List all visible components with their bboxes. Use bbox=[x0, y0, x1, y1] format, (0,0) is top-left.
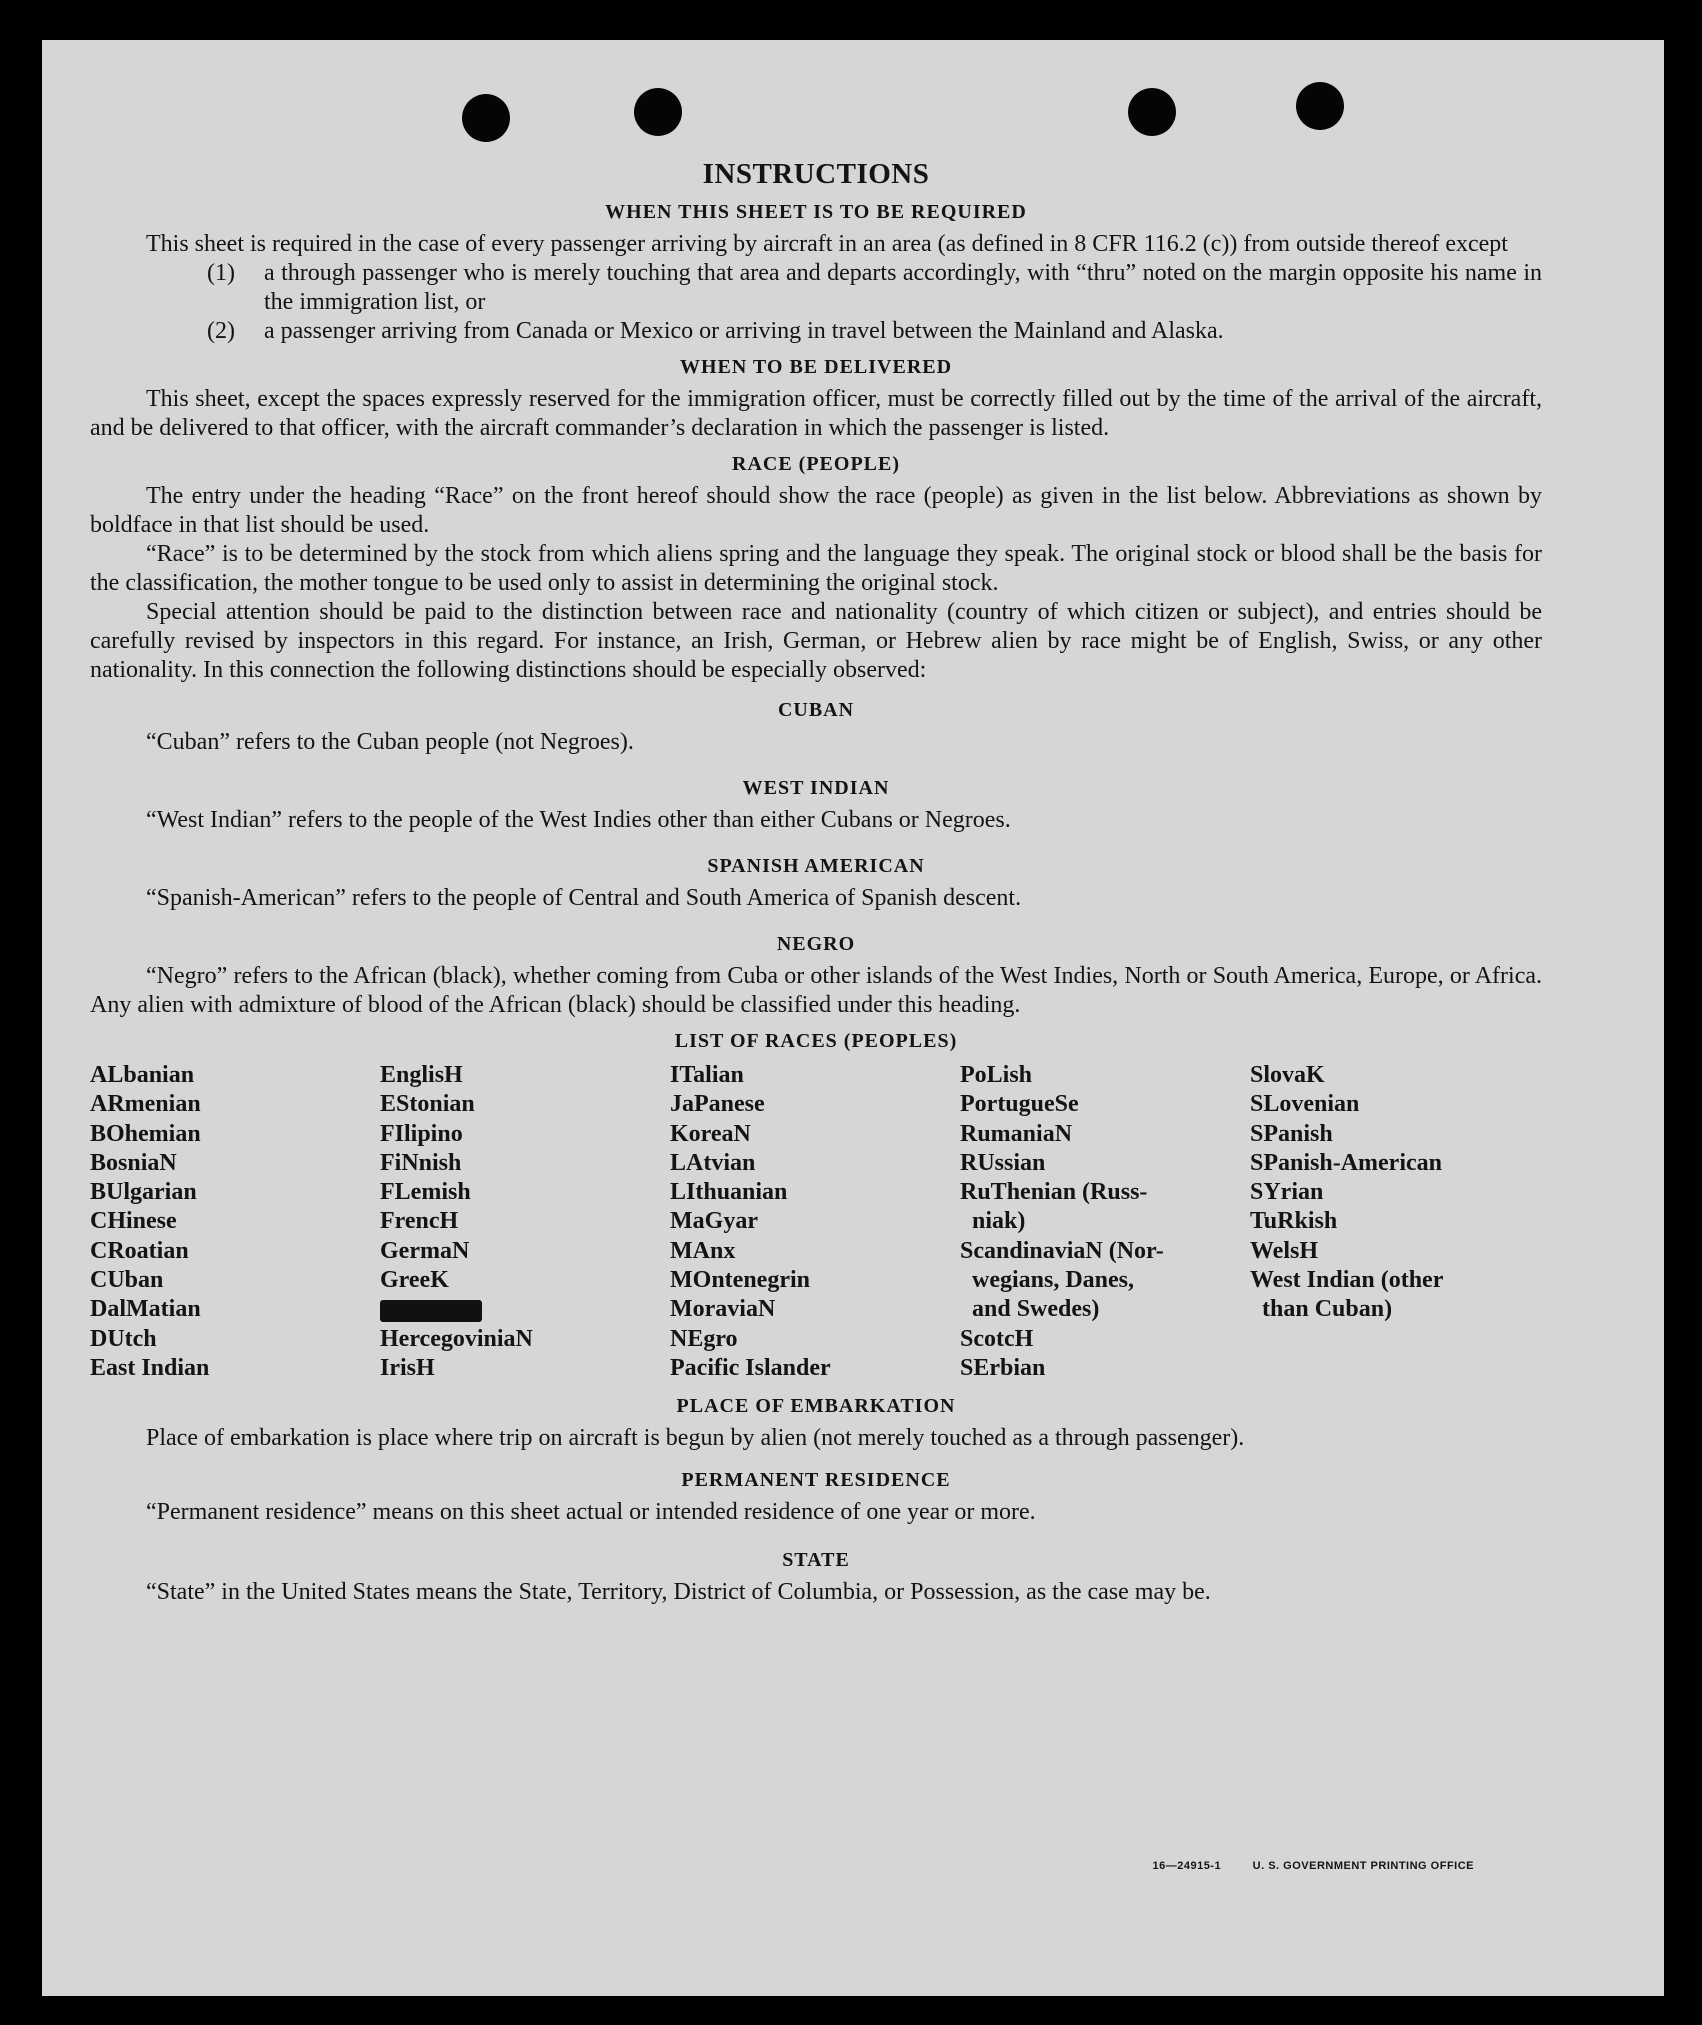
race-entry: SPanish bbox=[1250, 1120, 1333, 1147]
race-entry: ScotcH bbox=[960, 1325, 1034, 1352]
race-entry: DalMatian bbox=[90, 1296, 201, 1323]
paragraph: “Race” is to be determined by the stock from which aliens spring and the language they speak. The original stock or blood shall be the basis for the classification, the mother tongue to be used only to assist in determining the original stock. bbox=[90, 541, 1542, 596]
list-item bbox=[90, 259, 1542, 317]
race-column bbox=[960, 1061, 1250, 1383]
race-entry: HercegoviniaN bbox=[380, 1325, 533, 1352]
race-column bbox=[670, 1061, 960, 1383]
race-column bbox=[380, 1061, 670, 1383]
paragraph: “West Indian” refers to the people of the West Indies other than either Cubans or Negroes. bbox=[146, 807, 1011, 833]
race-entry: DUtch bbox=[90, 1325, 157, 1352]
section-heading: SPANISH AMERICAN bbox=[707, 855, 925, 877]
section-heading: NEGRO bbox=[776, 933, 856, 955]
redaction-mark bbox=[380, 1300, 482, 1322]
race-entry: IrisH bbox=[380, 1354, 435, 1381]
race-entry: than Cuban) bbox=[1250, 1296, 1393, 1323]
item-text: a through passenger who is merely touching that area and departs accordingly, with “thru” noted on the margin opposite his name in the immigration list, or bbox=[264, 260, 1542, 315]
race-entry: East Indian bbox=[90, 1354, 210, 1381]
paragraph: “Cuban” refers to the Cuban people (not Negroes). bbox=[146, 729, 634, 755]
item-text: a passenger arriving from Canada or Mexico or arriving in travel between the Mainland and Alaska. bbox=[264, 318, 1224, 344]
race-entry: West Indian (other bbox=[1250, 1267, 1444, 1294]
instructions-content bbox=[90, 158, 1542, 1607]
race-entry: SPanish-American bbox=[1250, 1149, 1442, 1176]
section-heading: WEST INDIAN bbox=[742, 777, 890, 799]
section-heading: WHEN THIS SHEET IS TO BE REQUIRED bbox=[605, 201, 1027, 223]
race-entry: ScandinaviaN (Nor- bbox=[960, 1237, 1164, 1264]
race-entry: JaPanese bbox=[670, 1091, 765, 1118]
race-entry: SErbian bbox=[960, 1354, 1046, 1381]
punch-hole bbox=[1128, 88, 1176, 136]
race-entry: BosniaN bbox=[90, 1149, 177, 1176]
race-entry: MoraviaN bbox=[670, 1296, 776, 1323]
race-entry: LAtvian bbox=[670, 1149, 756, 1176]
document-page bbox=[42, 40, 1664, 1996]
redacted-entry bbox=[380, 1295, 670, 1324]
race-entry: LIthuanian bbox=[670, 1179, 788, 1206]
race-entry: FLemish bbox=[380, 1179, 471, 1206]
race-column bbox=[90, 1061, 380, 1383]
race-entry: EnglisH bbox=[380, 1062, 463, 1088]
section-heading: STATE bbox=[782, 1549, 850, 1572]
footer-imprint bbox=[1124, 1860, 1474, 1872]
list-item bbox=[90, 317, 1542, 346]
race-entry: ALbanian bbox=[90, 1062, 195, 1088]
race-entry: EStonian bbox=[380, 1091, 475, 1118]
race-entry: MaGyar bbox=[670, 1208, 758, 1235]
race-entry: PortugueSe bbox=[960, 1091, 1079, 1118]
race-entry: SLovenian bbox=[1250, 1091, 1360, 1118]
race-entry: MOntenegrin bbox=[670, 1267, 810, 1294]
race-entry: RUssian bbox=[960, 1149, 1046, 1176]
punch-hole bbox=[1296, 82, 1344, 130]
form-number: 16—24915-1 bbox=[1152, 1860, 1222, 1872]
paragraph: The entry under the heading “Race” on the front hereof should show the race (people) as given in the list below. Abbreviations as shown by boldface in that list should be used. bbox=[90, 483, 1542, 538]
race-entry: RuThenian (Russ- bbox=[960, 1179, 1148, 1206]
race-entry: WelsH bbox=[1250, 1237, 1319, 1264]
race-entry: RumaniaN bbox=[960, 1120, 1073, 1147]
paragraph: This sheet is required in the case of every passenger arriving by aircraft in an area (as defined in 8 CFR 116.2 (c)) from outside thereof except bbox=[146, 231, 1508, 257]
page-title: INSTRUCTIONS bbox=[702, 158, 930, 190]
race-entry: GreeK bbox=[380, 1267, 449, 1294]
race-entry: FiNnish bbox=[380, 1149, 462, 1176]
paragraph: Special attention should be paid to the distinction between race and nationality (country of which citizen or subject), and entries should be carefully revised by inspectors in this regard. For instance, an Irish, German, or Hebrew alien by race might be of English, Swiss, or any other nationality. In this connection the following distinctions should be especially observed: bbox=[90, 599, 1542, 683]
race-entry: and Swedes) bbox=[960, 1296, 1100, 1323]
race-entry: niak) bbox=[960, 1208, 1026, 1235]
section-heading: CUBAN bbox=[777, 699, 855, 721]
race-entry: ITalian bbox=[670, 1062, 744, 1088]
paragraph: “State” in the United States means the State, Territory, District of Columbia, or Possession, as the case may be. bbox=[146, 1579, 1211, 1606]
race-entry: KoreaN bbox=[670, 1120, 751, 1147]
race-entry: SlovaK bbox=[1250, 1062, 1325, 1088]
race-entry: FIlipino bbox=[380, 1120, 463, 1147]
section-heading: WHEN TO BE DELIVERED bbox=[679, 356, 953, 378]
race-entry: CHinese bbox=[90, 1208, 177, 1235]
item-number: (2) bbox=[207, 318, 235, 344]
race-entry: PoLish bbox=[960, 1062, 1033, 1088]
paragraph: Place of embarkation is place where trip on aircraft is begun by alien (not merely touched as a through passenger). bbox=[146, 1425, 1245, 1452]
race-entry: FrencH bbox=[380, 1208, 459, 1235]
punch-hole bbox=[462, 94, 510, 142]
race-entry: GermaN bbox=[380, 1237, 470, 1264]
section-heading: LIST OF RACES (PEOPLES) bbox=[674, 1030, 958, 1052]
race-entry: BUlgarian bbox=[90, 1179, 197, 1206]
paragraph: “Spanish-American” refers to the people of Central and South America of Spanish descent. bbox=[146, 885, 1022, 911]
item-number: (1) bbox=[207, 260, 235, 286]
race-entry: CRoatian bbox=[90, 1237, 189, 1264]
race-entry: Pacific Islander bbox=[670, 1354, 831, 1381]
paragraph: This sheet, except the spaces expressly reserved for the immigration officer, must be correctly filled out by the time of the arrival of the aircraft, and be delivered to that officer, with the aircraft commander’s declaration in which the passenger is listed. bbox=[90, 386, 1542, 441]
race-entry: ARmenian bbox=[90, 1091, 201, 1118]
paragraph: “Permanent residence” means on this sheet actual or intended residence of one year or more. bbox=[146, 1499, 1036, 1526]
race-entry: wegians, Danes, bbox=[960, 1267, 1135, 1294]
section-heading: RACE (PEOPLE) bbox=[732, 453, 900, 475]
race-entry: BOhemian bbox=[90, 1120, 201, 1147]
race-column bbox=[1250, 1061, 1540, 1383]
race-list bbox=[90, 1061, 1542, 1383]
punch-hole bbox=[634, 88, 682, 136]
race-entry: TuRkish bbox=[1250, 1208, 1338, 1235]
section-heading: PLACE OF EMBARKATION bbox=[676, 1395, 956, 1418]
race-entry: MAnx bbox=[670, 1237, 736, 1264]
paragraph: “Negro” refers to the African (black), whether coming from Cuba or other islands of the West Indies, North or South America, Europe, or Africa. Any alien with admixture of blood of the African (black) should be classified under this heading. bbox=[90, 963, 1542, 1018]
race-entry: NEgro bbox=[670, 1325, 738, 1352]
section-heading: PERMANENT RESIDENCE bbox=[681, 1469, 951, 1492]
race-entry: SYrian bbox=[1250, 1179, 1324, 1206]
printer-name: U. S. GOVERNMENT PRINTING OFFICE bbox=[1252, 1860, 1474, 1872]
race-entry: CUban bbox=[90, 1267, 164, 1294]
